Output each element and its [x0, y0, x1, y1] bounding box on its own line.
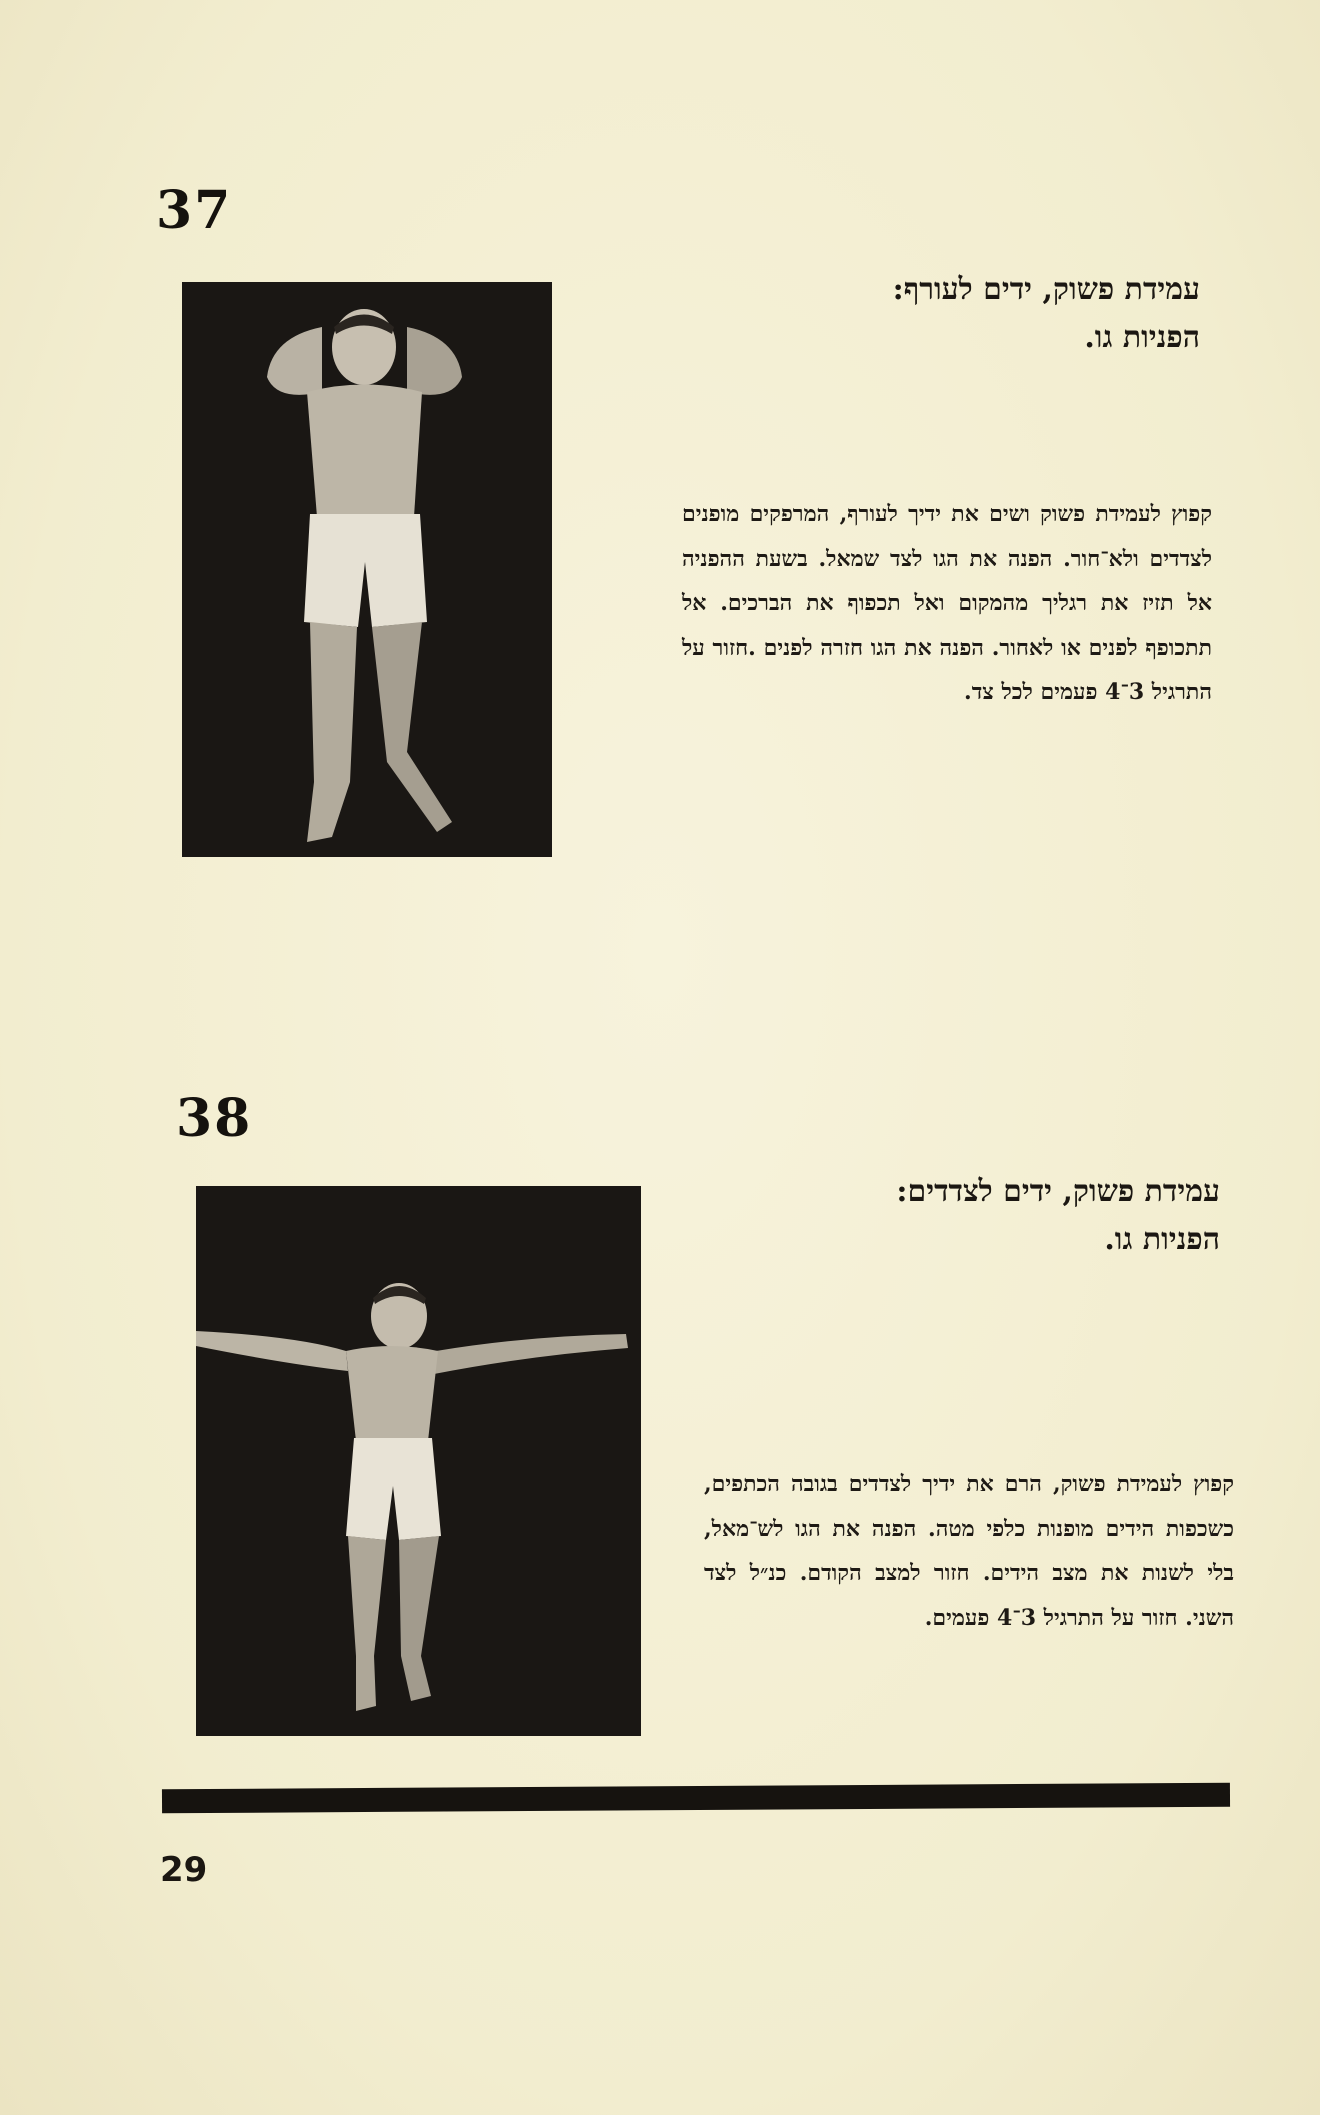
exercise-37-photo: [182, 282, 552, 857]
exercise-37-title-line-2: הפניות גו.: [1084, 320, 1200, 355]
exercise-38-title: [700, 1168, 1220, 1264]
exercise-38-number: 38: [176, 1088, 253, 1149]
exercise-38-title-line-1: עמידת פשוק, ידים לצדדים:: [896, 1174, 1220, 1209]
footer-rule: [162, 1783, 1230, 1814]
exercise-37-number: 37: [156, 180, 233, 241]
exercise-38-photo: [196, 1186, 641, 1736]
exercise-38-instructions: קפוץ לעמידת פשוק, הרם את ידיך לצדדים בגובה הכתפים, כשכפות הידים מופנות כלפי מטה. הפנה את הגו לש־מאל, בלי לשנות את מצב הידים. חזור למצב הקודם. כנ״ל לצד השני. חזור על התרגיל 3־4 פעמים.: [704, 1471, 1234, 1631]
exercise-38-title-line-2: הפניות גו.: [1104, 1222, 1220, 1257]
exercise-37-title: [680, 266, 1200, 362]
page-number: 29: [160, 1850, 208, 1890]
exercise-37-title-line-1: עמידת פשוק, ידים לעורף:: [892, 272, 1200, 307]
exercise-37-instructions: קפוץ לעמידת פשוק ושים את ידיך לעורף, המרפקים מופנים לצדדים ולא־חור. הפנה את הגו לצד שמאל. בשעת ההפניה אל תזיז את רגליך מהמקום ואל תכפוף את הברכים. אל תתכופף לפנים או לאחור. הפנה את הגו חזרה לפנים .חזור על התרגיל 3־4 פעמים לכל צד.: [682, 501, 1212, 705]
